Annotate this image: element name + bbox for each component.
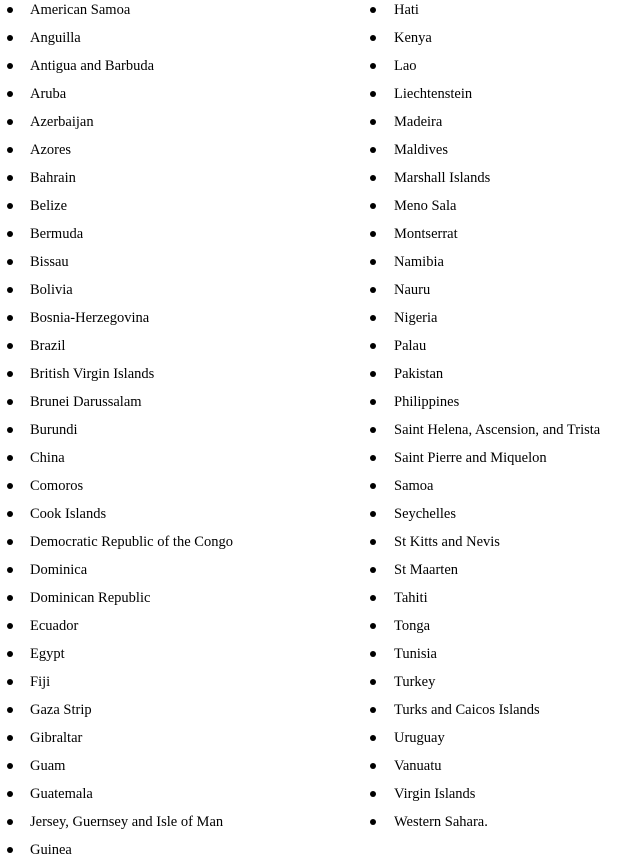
list-item (362, 84, 634, 112)
list-item (362, 504, 634, 532)
list-item (362, 784, 634, 812)
list-item-label: Marshall Islands (394, 170, 491, 186)
bullet-icon (370, 371, 376, 377)
bullet-icon (7, 707, 13, 713)
list-item (0, 252, 362, 280)
bullet-icon (7, 343, 13, 349)
bullet-icon (7, 735, 13, 741)
bullet-icon (7, 427, 13, 433)
bullet-icon (7, 231, 13, 237)
list-item-label: Virgin Islands (394, 786, 476, 802)
list-item (362, 588, 634, 616)
bullet-icon (7, 371, 13, 377)
list-item-label: Seychelles (394, 506, 457, 522)
list-item (362, 728, 634, 756)
list-item (362, 616, 634, 644)
list-item-label: Western Sahara. (394, 814, 488, 830)
list-item-label: Meno Sala (394, 198, 457, 214)
bullet-icon (7, 315, 13, 321)
list-item (362, 308, 634, 336)
list-item-label: Burundi (30, 422, 78, 438)
list-item-label: Tonga (394, 618, 431, 634)
bullet-icon (370, 315, 376, 321)
list-item-label: Guatemala (30, 786, 93, 802)
list-item (0, 280, 362, 308)
bullet-icon (370, 427, 376, 433)
bullet-icon (370, 147, 376, 153)
bullet-icon (370, 231, 376, 237)
list-item (0, 700, 362, 728)
list-item-label: Lao (394, 58, 417, 74)
list-item-label: Ecuador (30, 618, 79, 634)
list-item (362, 560, 634, 588)
list-item (362, 0, 634, 28)
bullet-icon (7, 483, 13, 489)
bullet-icon (370, 679, 376, 685)
bullet-icon (370, 455, 376, 461)
list-item-label: St Kitts and Nevis (394, 534, 500, 550)
list-item-label: Azores (30, 142, 72, 158)
bullet-icon (370, 651, 376, 657)
list-item (362, 224, 634, 252)
list-item-label: Guinea (30, 842, 72, 858)
list-item (0, 560, 362, 588)
list-item-label: Vanuatu (394, 758, 442, 774)
list-item-label: Uruguay (394, 730, 445, 746)
list-item (0, 504, 362, 532)
list-item (0, 84, 362, 112)
list-item (0, 308, 362, 336)
bullet-icon (370, 35, 376, 41)
list-item-label: Philippines (394, 394, 460, 410)
list-item (0, 336, 362, 364)
bullet-icon (7, 287, 13, 293)
list-item-label: Gaza Strip (30, 702, 92, 718)
list-item (0, 112, 362, 140)
list-item-label: Aruba (30, 86, 67, 102)
list-item-label: Comoros (30, 478, 84, 494)
list-item (0, 28, 362, 56)
bullet-icon (370, 511, 376, 517)
bullet-icon (370, 595, 376, 601)
list-item-label: Bolivia (30, 282, 73, 298)
list-item-label: Cook Islands (30, 506, 107, 522)
list-item (0, 756, 362, 784)
list-item (362, 112, 634, 140)
list-item (0, 532, 362, 560)
list-item (0, 644, 362, 672)
list-item-label: Bahrain (30, 170, 76, 186)
list-item (362, 448, 634, 476)
list-item-label: Egypt (30, 646, 65, 662)
bullet-icon (7, 623, 13, 629)
list-item-label: Guam (30, 758, 66, 774)
list-item (0, 224, 362, 252)
list-item-label: Tahiti (394, 590, 428, 606)
bullet-icon (370, 203, 376, 209)
bullet-icon (7, 819, 13, 825)
bullet-icon (370, 7, 376, 13)
list-item (362, 364, 634, 392)
list-item-label: Bosnia-Herzegovina (30, 310, 150, 326)
bullet-icon (370, 287, 376, 293)
bullet-icon (370, 763, 376, 769)
list-item (0, 56, 362, 84)
list-item-label: Anguilla (30, 30, 81, 46)
list-item-label: Tunisia (394, 646, 437, 662)
list-item-label: Jersey, Guernsey and Isle of Man (30, 814, 224, 830)
list-item (362, 56, 634, 84)
bullet-icon (7, 259, 13, 265)
list-item-label: Democratic Republic of the Congo (30, 534, 233, 550)
bullet-icon (7, 847, 13, 853)
list-item (362, 280, 634, 308)
bullet-icon (370, 567, 376, 573)
bullet-icon (7, 455, 13, 461)
bullet-icon (370, 791, 376, 797)
bullet-icon (370, 539, 376, 545)
bullet-icon (7, 651, 13, 657)
bullet-icon (7, 763, 13, 769)
bullet-icon (7, 511, 13, 517)
list-item-label: Turks and Caicos Islands (394, 702, 540, 718)
bullet-icon (370, 63, 376, 69)
list-item (362, 196, 634, 224)
bullet-icon (7, 203, 13, 209)
bullet-icon (7, 7, 13, 13)
list-item-label: Namibia (394, 254, 444, 270)
bullet-icon (7, 63, 13, 69)
list-item-label: Samoa (394, 478, 434, 494)
list-item (362, 392, 634, 420)
list-item (362, 700, 634, 728)
list-item-label: Gibraltar (30, 730, 83, 746)
bullet-icon (7, 91, 13, 97)
list-item (362, 644, 634, 672)
bullet-icon (370, 399, 376, 405)
list-item (362, 252, 634, 280)
list-item (0, 420, 362, 448)
list-item (0, 392, 362, 420)
list-item (0, 840, 362, 868)
list-item (362, 28, 634, 56)
bullet-icon (7, 595, 13, 601)
list-item-label: Brunei Darussalam (30, 394, 142, 410)
list-item (0, 588, 362, 616)
list-item-label: American Samoa (30, 2, 131, 18)
list-item (362, 756, 634, 784)
bullet-icon (370, 623, 376, 629)
list-item-label: Belize (30, 198, 68, 214)
list-item-label: Antigua and Barbuda (30, 58, 155, 74)
list-item (362, 336, 634, 364)
list-item-label: Montserrat (394, 226, 458, 242)
list-item (0, 476, 362, 504)
list-item-label: China (30, 450, 65, 466)
bullet-icon (7, 119, 13, 125)
list-item-label: British Virgin Islands (30, 366, 155, 382)
bullet-icon (370, 119, 376, 125)
list-item-label: Madeira (394, 114, 443, 130)
bullet-icon (370, 483, 376, 489)
list-item-label: Saint Pierre and Miquelon (394, 450, 547, 466)
list-item-label: Fiji (30, 674, 51, 690)
list-item-label: Bissau (30, 254, 69, 270)
bullet-icon (370, 91, 376, 97)
bullet-icon (7, 147, 13, 153)
list-item (0, 168, 362, 196)
list-item (362, 168, 634, 196)
bullet-icon (370, 707, 376, 713)
list-item (0, 784, 362, 812)
country-list-right (362, 0, 634, 840)
list-item-label: Azerbaijan (30, 114, 94, 130)
list-item (0, 728, 362, 756)
list-item-label: Kenya (394, 30, 432, 46)
list-item-label: Bermuda (30, 226, 84, 242)
list-item (0, 364, 362, 392)
list-item-label: Hati (394, 2, 419, 18)
list-item (362, 532, 634, 560)
list-item-label: Saint Helena, Ascension, and Trista (394, 422, 601, 438)
bullet-icon (7, 35, 13, 41)
bullet-icon (7, 175, 13, 181)
list-item-label: Nigeria (394, 310, 438, 326)
list-item (362, 672, 634, 700)
list-item-label: Turkey (394, 674, 436, 690)
list-item (362, 812, 634, 840)
list-item (0, 140, 362, 168)
bullet-icon (7, 539, 13, 545)
bullet-icon (370, 259, 376, 265)
list-item-label: Pakistan (394, 366, 444, 382)
list-item (0, 448, 362, 476)
list-item-label: Brazil (30, 338, 66, 354)
bullet-icon (370, 343, 376, 349)
bullet-icon (7, 791, 13, 797)
list-item-label: Maldives (394, 142, 448, 158)
list-item-label: Dominica (30, 562, 88, 578)
list-item-label: St Maarten (394, 562, 459, 578)
list-item-label: Liechtenstein (394, 86, 473, 102)
list-item-label: Dominican Republic (30, 590, 151, 606)
list-item (362, 140, 634, 168)
bullet-icon (7, 399, 13, 405)
bullet-icon (7, 567, 13, 573)
list-item (362, 476, 634, 504)
list-item (0, 0, 362, 28)
list-item-label: Palau (394, 338, 427, 354)
list-item (0, 672, 362, 700)
list-item (0, 196, 362, 224)
bullet-icon (370, 735, 376, 741)
bullet-icon (370, 175, 376, 181)
bullet-icon (7, 679, 13, 685)
list-item (0, 812, 362, 840)
list-item-label: Nauru (394, 282, 431, 298)
bullet-icon (370, 819, 376, 825)
list-item (0, 616, 362, 644)
list-item (362, 420, 634, 448)
